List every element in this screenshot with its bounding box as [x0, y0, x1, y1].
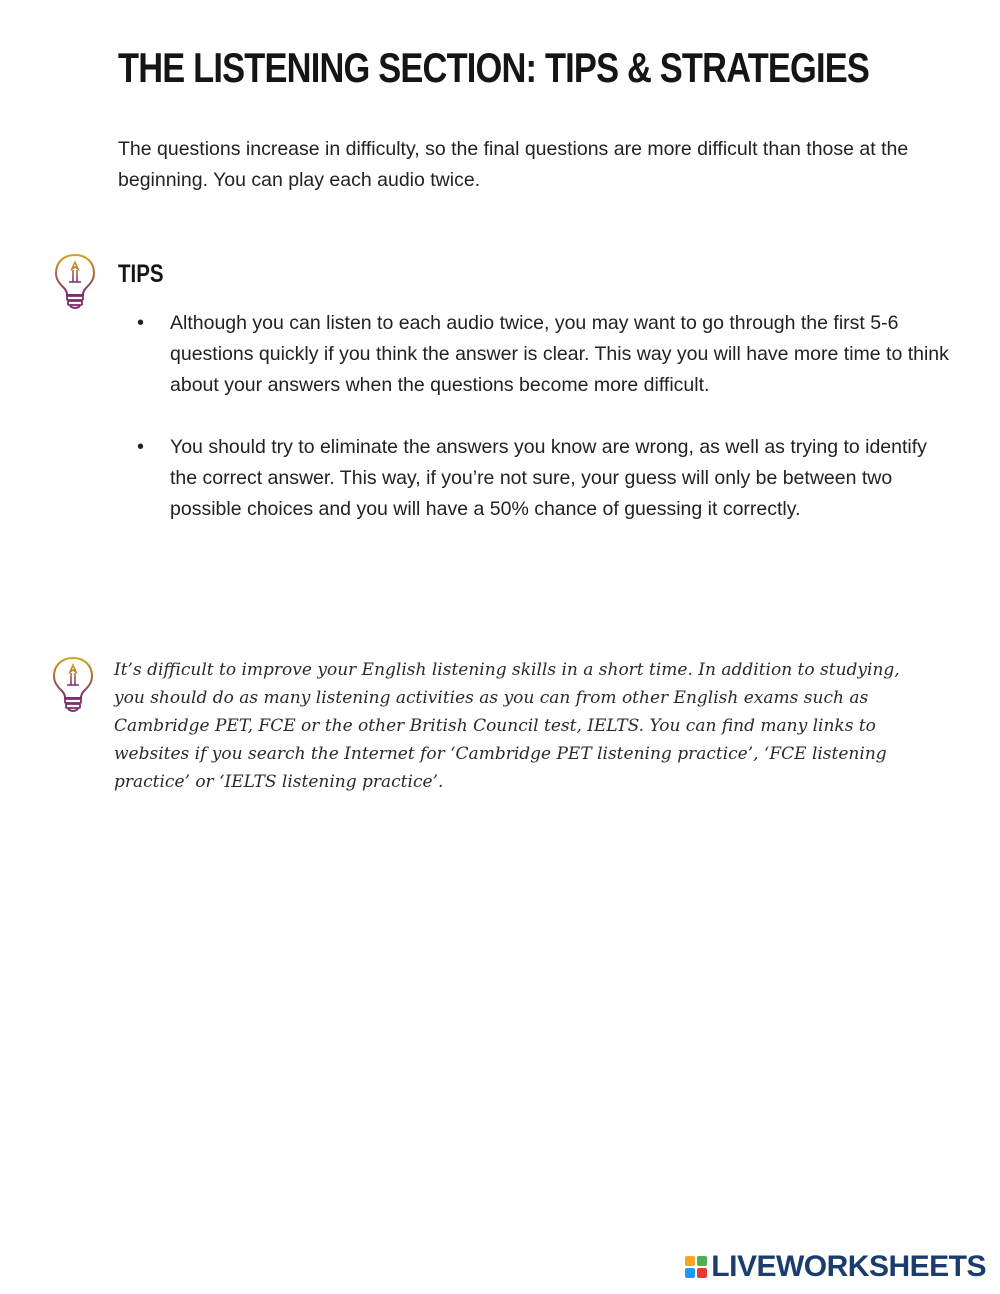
bullet: •: [137, 312, 145, 334]
liveworksheets-logo: [685, 1250, 986, 1284]
lightbulb-icon: [52, 252, 98, 310]
tips-heading: TIPS: [118, 260, 164, 288]
tip-text: You should try to eliminate the answers you know are wrong, as well as trying to identify the correct answer. This way, if you’re not sure, your guess will only be between two possible choices and you will have a 50% chance of guessing it correctly.: [170, 436, 927, 520]
list-item: [0, 308, 1000, 401]
logo-square: [685, 1268, 695, 1278]
lightbulb-icon: [50, 655, 96, 713]
list-item: [0, 432, 1000, 525]
logo-square: [697, 1268, 707, 1278]
logo-square: [685, 1256, 695, 1266]
tips-list: [0, 308, 1000, 556]
logo-text: LIVEWORKSHEETS: [711, 1250, 986, 1283]
bullet: •: [137, 436, 145, 458]
page-title: THE LISTENING SECTION: TIPS & STRATEGIES: [118, 44, 870, 91]
intro-paragraph: The questions increase in difficulty, so the final questions are more difficult than those at the beginning. You can play each audio twice.: [118, 138, 909, 191]
note-text: It’s difficult to improve your English listening skills in a short time. In addition to studying, you should do as many listening activities as you can from other English exams such as Cambridge PET, FCE or the other British Council test, IELTS. You can find many links to websites if you search the Internet for ‘Cambridge PET listening practice’, ‘FCE listening practice’ or ‘IELTS listening practice’.: [114, 660, 900, 792]
tip-text: Although you can listen to each audio twice, you may want to go through the first 5-6 questions quickly if you think the answer is clear. This way you will have more time to think about your answers when the questions become more difficult.: [170, 312, 949, 396]
logo-mark-icon: [685, 1256, 707, 1278]
logo-square: [697, 1256, 707, 1266]
